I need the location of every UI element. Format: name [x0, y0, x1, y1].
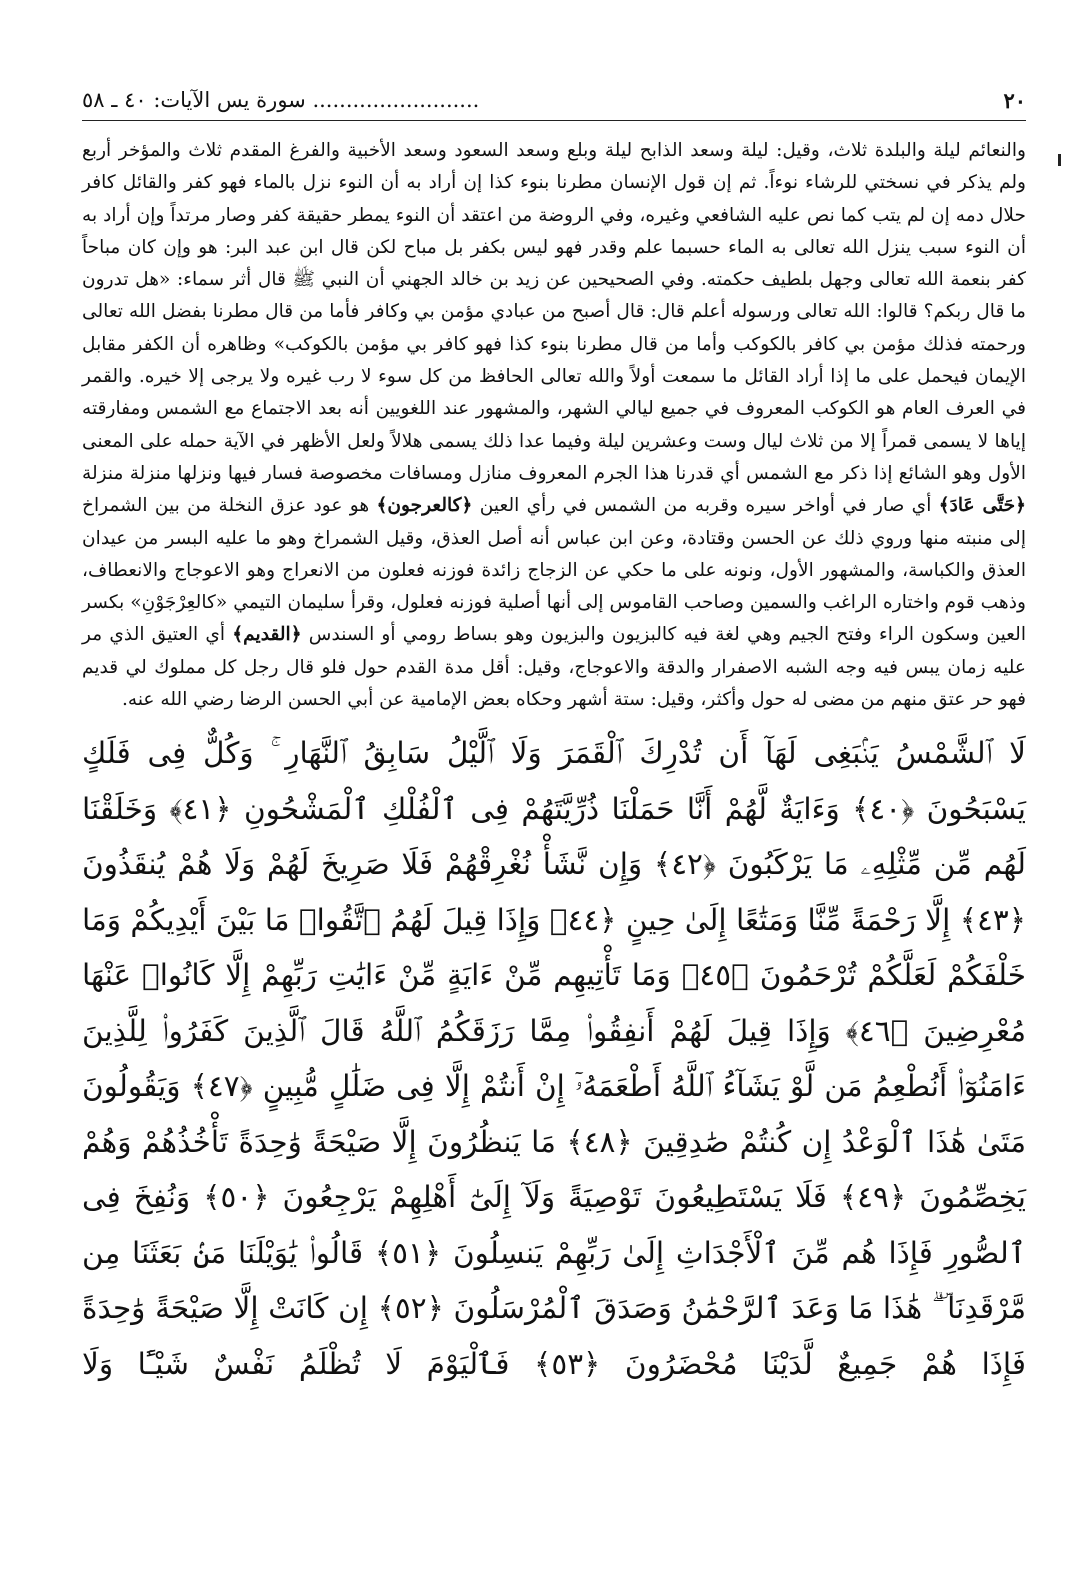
commentary-text: أي صار في أواخر سيره وقربه من الشمس في رأي العين: [479, 495, 932, 517]
quran-verses-block: [82, 726, 1026, 1392]
page-number: ٢٠: [1003, 88, 1026, 113]
quran-quote: ﴿حَتَّى عَادَ﴾: [938, 495, 1026, 517]
book-page: [82, 86, 1026, 1392]
commentary-block: [82, 135, 1026, 716]
commentary-paragraph: [82, 135, 1026, 716]
running-title: ......................... سورة يس الآيات: ٤٠ ـ ٥٨: [82, 88, 480, 112]
quran-quote: ﴿كالعرجون﴾: [376, 495, 473, 517]
commentary-text: أي العتيق الذي مر عليه زمان يبس فيه وجه الشبه الاصفرار والدقة والاعوجاج، وقيل: أقل مدة القدم حول فلو قال رجل كل مملوك لي قديم فهو حر عتق منهم من مضى له حول وأكثر، وقيل: ستة أشهر وحكاه بعض الإمامية عن أبي الحسن الرضا رضي الله عنه.: [82, 624, 1026, 711]
scan-edge-mark: [1058, 154, 1061, 166]
quran-verses: لَا ٱلشَّمْسُ يَنۢبَغِى لَهَآ أَن تُدْرِكَ ٱلْقَمَرَ وَلَا ٱلَّيْلُ سَابِقُ ٱلنَّهَارِ ۚ وَكُلٌّ فِى فَلَكٍ يَسْبَحُونَ ﴿٤٠﴾ وَءَايَةٌ لَّهُمْ أَنَّا حَمَلْنَا ذُرِّيَّتَهُمْ فِى ٱلْفُلْكِ ٱلْمَشْحُونِ ﴿٤١﴾ وَخَلَقْنَا لَهُم مِّن مِّثْلِهِۦ مَا يَرْكَبُونَ ﴿٤٢﴾ وَإِن نَّشَأْ نُغْرِقْهُمْ فَلَا صَرِيخَ لَهُمْ وَلَا هُمْ يُنقَذُونَ ﴿٤٣﴾ إِلَّا رَحْمَةً مِّنَّا وَمَتَٰعًا إِلَىٰ حِينٍ ﴿٤٤﴾ وَإِذَا قِيلَ لَهُمُ ٱتَّقُوا۟ مَا بَيْنَ أَيْدِيكُمْ وَمَا خَلْفَكُمْ لَعَلَّكُمْ تُرْحَمُونَ ﴿٤٥﴾ وَمَا تَأْتِيهِم مِّنْ ءَايَةٍ مِّنْ ءَايَٰتِ رَبِّهِمْ إِلَّا كَانُوا۟ عَنْهَا مُعْرِضِينَ ﴿٤٦﴾ وَإِذَا قِيلَ لَهُمْ أَنفِقُوا۟ مِمَّا رَزَقَكُمُ ٱللَّهُ قَالَ ٱلَّذِينَ كَفَرُوا۟ لِلَّذِينَ ءَامَنُوٓا۟ أَنُطْعِمُ مَن لَّوْ يَشَآءُ ٱللَّهُ أَطْعَمَهُۥٓ إِنْ أَنتُمْ إِلَّا فِى ضَلَٰلٍ مُّبِينٍ ﴿٤٧﴾ وَيَقُولُونَ مَتَىٰ هَٰذَا ٱلْوَعْدُ إِن كُنتُمْ صَٰدِقِينَ ﴿٤٨﴾ مَا يَنظُرُونَ إِلَّا صَيْحَةً وَٰحِدَةً تَأْخُذُهُمْ وَهُمْ يَخِصِّمُونَ ﴿٤٩﴾ فَلَا يَسْتَطِيعُونَ تَوْصِيَةً وَلَآ إِلَىٰٓ أَهْلِهِمْ يَرْجِعُونَ ﴿٥٠﴾ وَنُفِخَ فِى ٱلصُّورِ فَإِذَا هُم مِّنَ ٱلْأَجْدَاثِ إِلَىٰ رَبِّهِمْ يَنسِلُونَ ﴿٥١﴾ قَالُوا۟ يَٰوَيْلَنَا مَنۢ بَعَثَنَا مِن مَّرْقَدِنَا ۜ ۗ هَٰذَا مَا وَعَدَ ٱلرَّحْمَٰنُ وَصَدَقَ ٱلْمُرْسَلُونَ ﴿٥٢﴾ إِن كَانَتْ إِلَّا صَيْحَةً وَٰحِدَةً فَإِذَا هُمْ جَمِيعٌ لَّدَيْنَا مُحْضَرُونَ ﴿٥٣﴾ فَٱلْيَوْمَ لَا تُظْلَمُ نَفْسٌ شَيْـًٔا وَلَا: [82, 736, 1027, 1381]
page-header: [82, 86, 1026, 121]
quran-quote: ﴿القديم﴾: [232, 624, 302, 646]
commentary-text: هو عود عزق النخلة من بين الشمراخ إلى منبته منها وروي ذلك عن الحسن وقتادة، وعن ابن عباس أنه أصل العذق، وقيل الشمراخ وهو ما عليه البسر من عيدان العذق والكباسة، والمشهور الأول، ونونه على ما حكي عن الزجاج زائدة فوزنه فعلون من الانعراج وهو الاعوجاج والانعطاف، وذهب قوم واختاره الراغب والسمين وصاحب القاموس إلى أنها أصلية فوزنه فعلول، وقرأ سليمان التيمي «كالعِرْجَوْنِ» بكسر العين وسكون الراء وفتح الجيم وهي لغة فيه كالبزيون والبزيون وهو بساط رومي أو السندس: [82, 495, 1026, 646]
commentary-text: والنعائم ليلة والبلدة ثلاث، وقيل: ليلة وسعد الذابح ليلة وبلع وسعد السعود وسعد الأخبية والفرغ المقدم ثلاث والمؤخر أربع ولم يذكر في نسختي للرشاء نوءاً. ثم إن قول الإنسان مطرنا بنوء كذا إن أراد به أن النوء نزل بالماء فهو كفر والقائل كافر حلال دمه إن لم يتب كما نص عليه الشافعي وغيره، وفي الروضة من اعتقد أن النوء يمطر حقيقة كفر وصار مرتداً وإن أراد به أن النوء سبب ينزل الله تعالى به الماء حسبما علم وقدر فهو ليس بكفر بل مباح لكن قال ابن عبد البر: هو وإن كان مباحاً كفر بنعمة الله تعالى وجهل بلطيف حكمته. وفي الصحيحين عن زيد بن خالد الجهني أن النبي ﷺ قال أثر سماء: «هل تدرون ما قال ربكم؟ قالوا: الله تعالى ورسوله أعلم قال: قال أصبح من عبادي مؤمن بي وكافر فأما من قال مطرنا بفضل الله تعالى ورحمته فذلك مؤمن بي كافر بالكوكب وأما من قال مطرنا بنوء كذا فهو كافر بي مؤمن بالكوكب» وظاهره أن الكفر مقابل الإيمان فيحمل على ما إذا أراد القائل ما سمعت أولاً والله تعالى الحافظ من كل سوء لا رب غيره ولا يرجى إلا خيره. والقمر في العرف العام هو الكوكب المعروف في جميع ليالي الشهر، والمشهور عند اللغويين أنه بعد الاجتماع مع الشمس ومفارقته إياها لا يسمى قمراً إلا من ثلاث ليال وست وعشرين ليلة وفيما عدا ذلك يسمى هلالاً ولعل الأظهر في الآية حمله على المعنى الأول وهو الشائع إذا ذكر مع الشمس أي قدرنا هذا الجرم المعروف منازل ومسافات مخصوصة فسار فيها ونزلها منزلة منزلة: [82, 140, 1026, 484]
